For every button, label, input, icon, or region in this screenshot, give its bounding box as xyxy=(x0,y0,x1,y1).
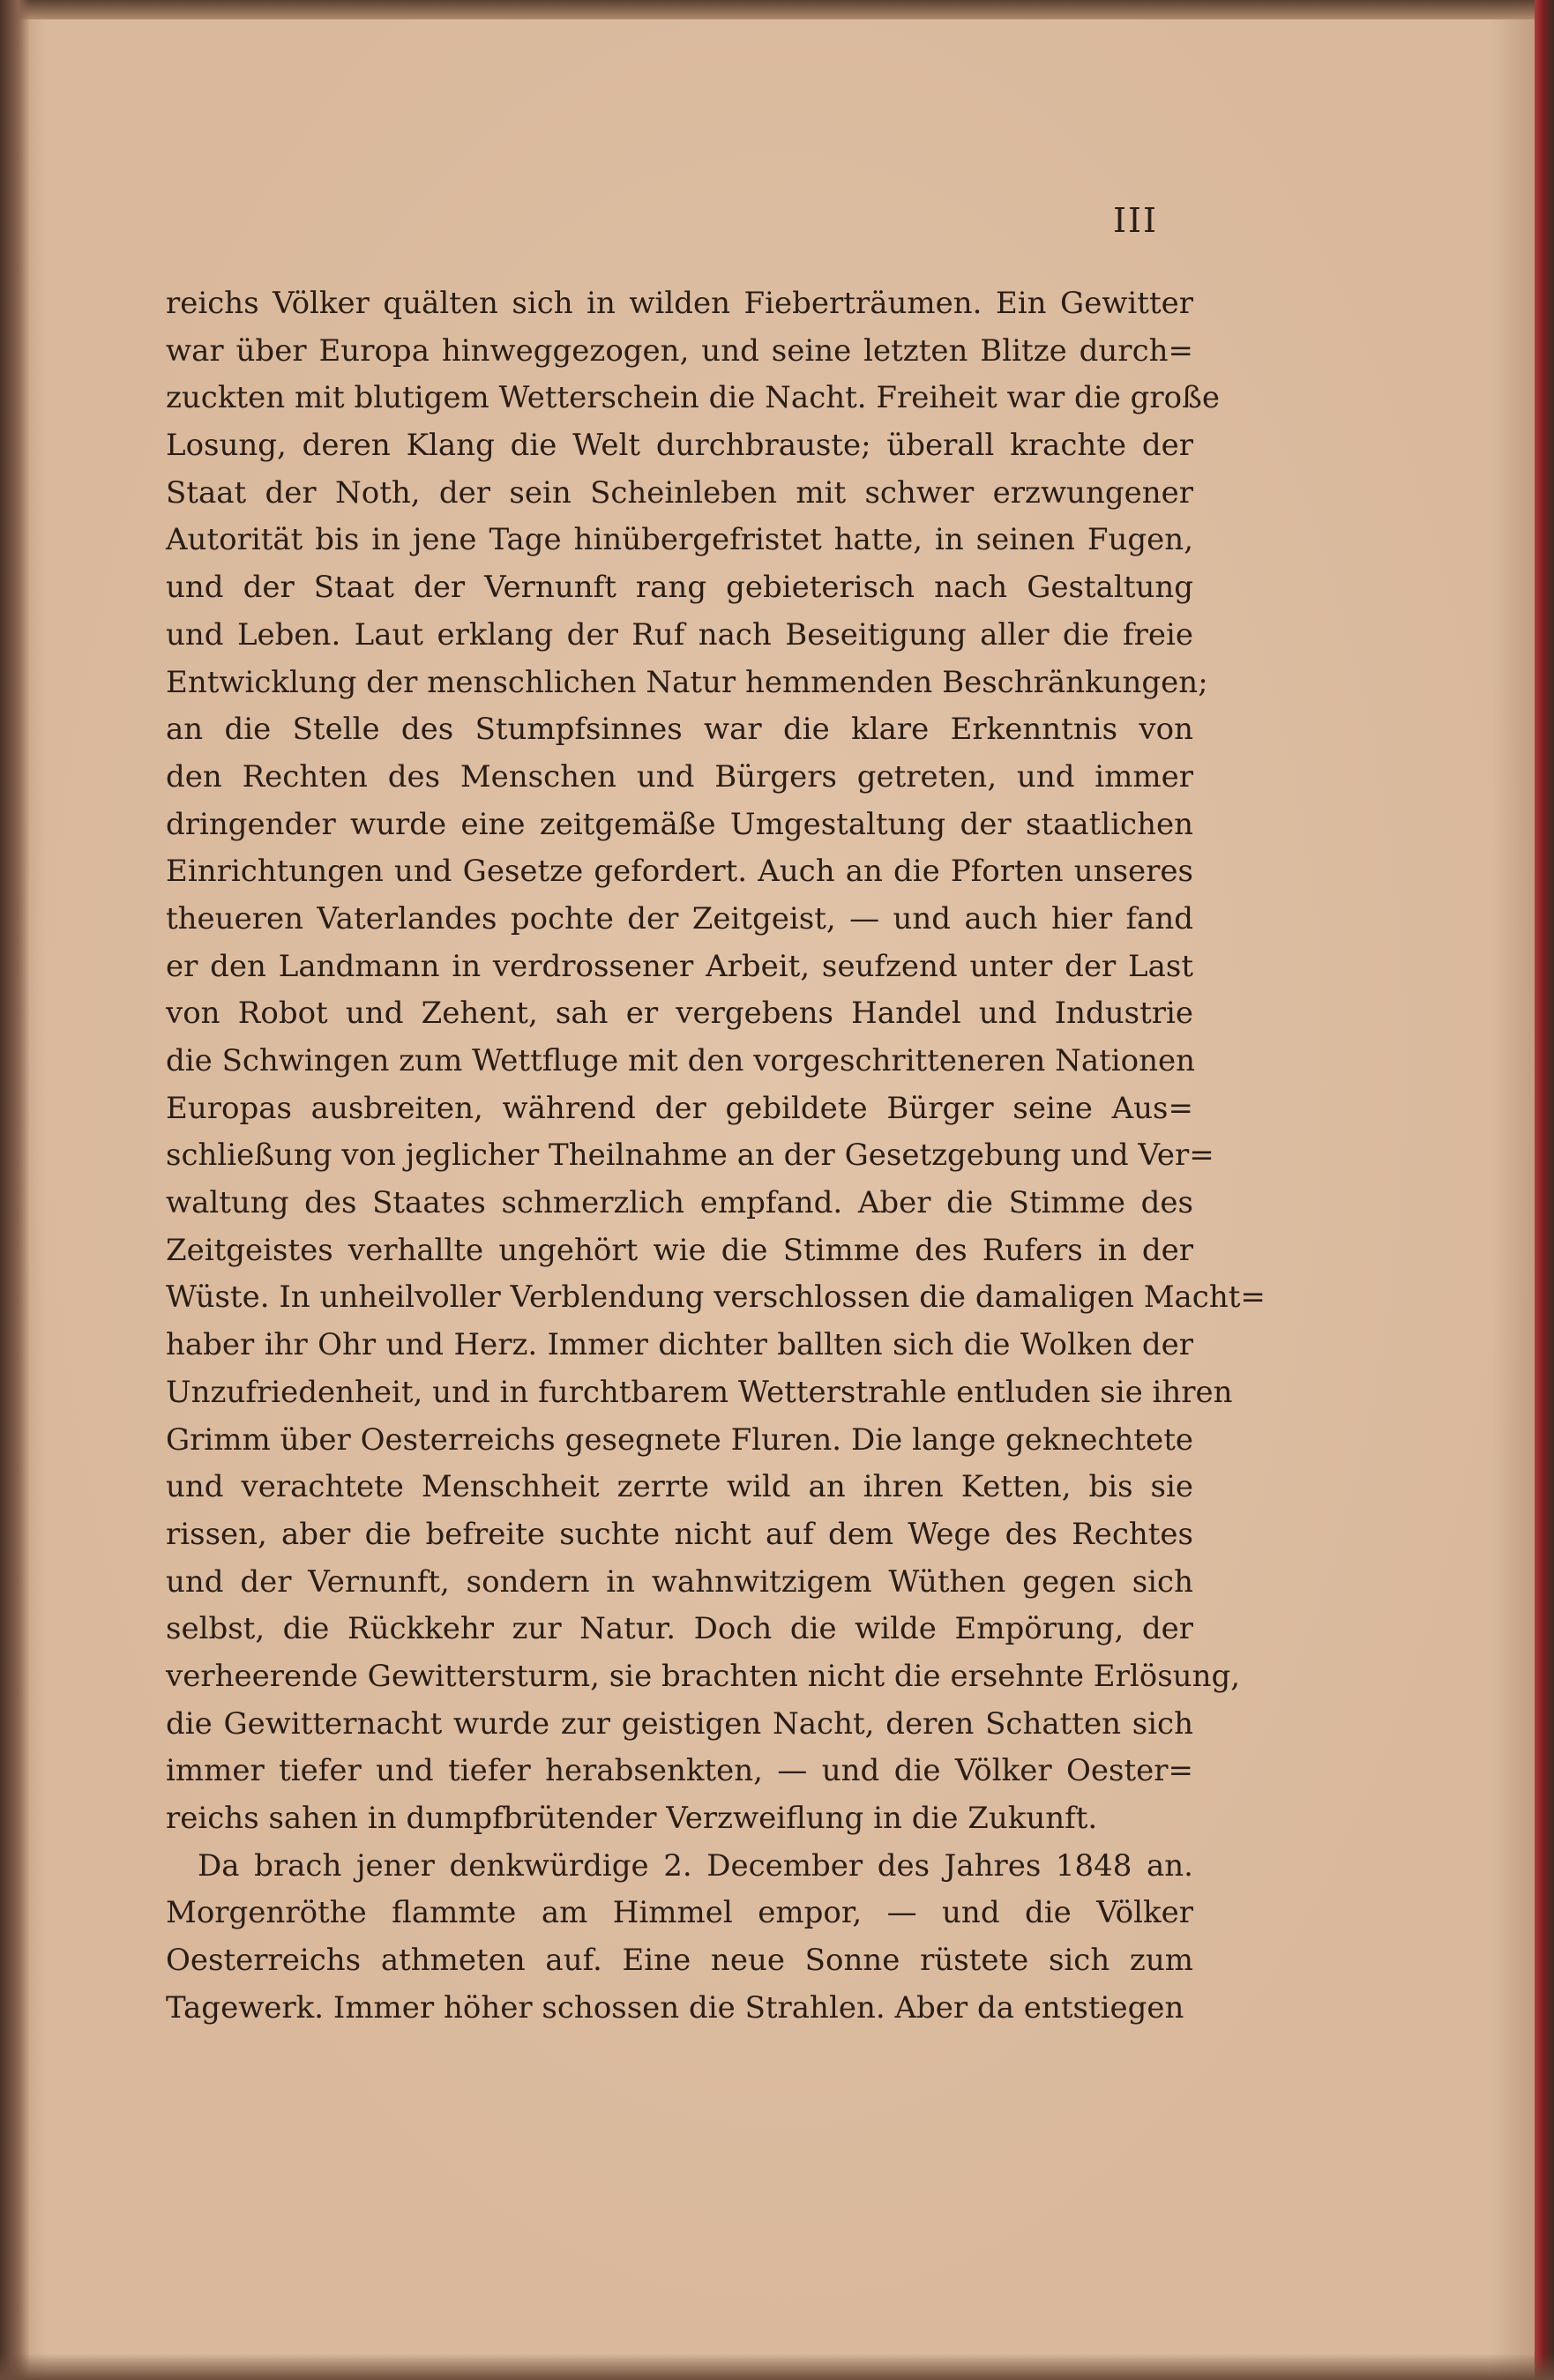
body-text xyxy=(166,280,1266,2032)
text-line: die Gewitternacht wurde zur geistigen Nacht, deren Schatten sich xyxy=(166,1705,1193,1742)
text-line: rissen, aber die befreite suchte nicht auf dem Wege des Rechtes xyxy=(166,1516,1193,1552)
text-line: Entwicklung der menschlichen Natur hemmenden Beschränkungen; xyxy=(166,664,1208,700)
text-line: und Leben. Laut erklang der Ruf nach Beseitigung aller die freie xyxy=(166,616,1193,653)
text-line: reichs Völker quälten sich in wilden Fieberträumen. Ein Gewitter xyxy=(166,286,1193,321)
text-line: zuckten mit blutigem Wetterschein die Nacht. Freiheit war die große xyxy=(166,380,1220,416)
text-line: waltung des Staates schmerzlich empfand. Aber die Stimme des xyxy=(166,1185,1193,1221)
text-line: Wüste. In unheilvoller Verblendung verschlossen die damaligen Macht= xyxy=(166,1280,1266,1316)
page-number: III xyxy=(1113,201,1159,240)
paragraph-2 xyxy=(166,1843,1193,2033)
text-line: Europas ausbreiten, während der gebildete Bürger seine Aus= xyxy=(166,1090,1193,1126)
text-line: Zeitgeistes verhallte ungehört wie die Stimme des Rufers in der xyxy=(166,1232,1193,1268)
text-line: haber ihr Ohr und Herz. Immer dichter ballten sich die Wolken der xyxy=(166,1327,1193,1363)
text-line: von Robot und Zehent, sah er vergebens Handel und Industrie xyxy=(166,996,1193,1032)
book-cover-edge xyxy=(1535,0,1554,2380)
text-line: Da brach jener denkwürdige 2. December des Jahres 1848 an. xyxy=(198,1847,1193,1884)
text-line: Morgenröthe flammte am Himmel empor, — und die Völker xyxy=(166,1895,1193,1931)
text-line: Tagewerk. Immer höher schossen die Strahlen. Aber da entstiegen xyxy=(166,1989,1184,2026)
text-line: Staat der Noth, der sein Scheinleben mit schwer erzwungener xyxy=(166,474,1193,511)
text-line: Losung, deren Klang die Welt durchbrauste; überall krachte der xyxy=(166,428,1193,464)
paragraph-1 xyxy=(166,280,1266,1843)
text-line: war über Europa hinweggezogen, und seine letzten Blitze durch= xyxy=(166,332,1193,369)
text-line: er den Landmann in verdrossener Arbeit, seufzend unter der Last xyxy=(166,948,1193,984)
book-binding-edge xyxy=(0,0,30,2380)
text-line: reichs sahen in dumpfbrütender Verzweiflung in die Zukunft. xyxy=(166,1801,1098,1836)
text-line: und verachtete Menschheit zerrte wild an ihren Ketten, bis sie xyxy=(166,1469,1193,1505)
text-line: selbst, die Rückkehr zur Natur. Doch die wilde Empörung, der xyxy=(166,1611,1193,1647)
text-line: dringender wurde eine zeitgemäße Umgestaltung der staatlichen xyxy=(166,806,1193,842)
text-line: Einrichtungen und Gesetze gefordert. Auch an die Pforten unseres xyxy=(166,854,1193,890)
text-line: schließung von jeglicher Theilnahme an der Gesetzgebung und Ver= xyxy=(166,1138,1214,1174)
text-line: Grimm über Oesterreichs gesegnete Fluren. Die lange geknechtete xyxy=(166,1421,1193,1458)
text-line: verheerende Gewittersturm, sie brachten nicht die ersehnte Erlösung, xyxy=(166,1658,1241,1694)
text-line: Oesterreichs athmeten auf. Eine neue Sonne rüstete sich zum xyxy=(166,1943,1193,1979)
text-line: an die Stelle des Stumpfsinnes war die klare Erkenntnis von xyxy=(166,712,1193,748)
text-line: theueren Vaterlandes pochte der Zeitgeist, — und auch hier fand xyxy=(166,900,1193,936)
page-top-edge xyxy=(0,0,1554,19)
text-line: und der Staat der Vernunft rang gebieterisch nach Gestaltung xyxy=(166,570,1193,606)
page-bottom-edge xyxy=(0,2354,1554,2380)
text-line: Unzufriedenheit, und in furchtbarem Wetterstrahle entluden sie ihren xyxy=(166,1374,1233,1410)
text-line: die Schwingen zum Wettfluge mit den vorgeschritteneren Nationen xyxy=(166,1043,1196,1078)
text-line: den Rechten des Menschen und Bürgers getreten, und immer xyxy=(166,758,1193,795)
text-line: immer tiefer und tiefer herabsenkten, — und die Völker Oester= xyxy=(166,1753,1193,1789)
text-line: Autorität bis in jene Tage hinübergefristet hatte, in seinen Fugen, xyxy=(166,522,1193,558)
text-line: und der Vernunft, sondern in wahnwitzigem Wüthen gegen sich xyxy=(166,1563,1193,1600)
